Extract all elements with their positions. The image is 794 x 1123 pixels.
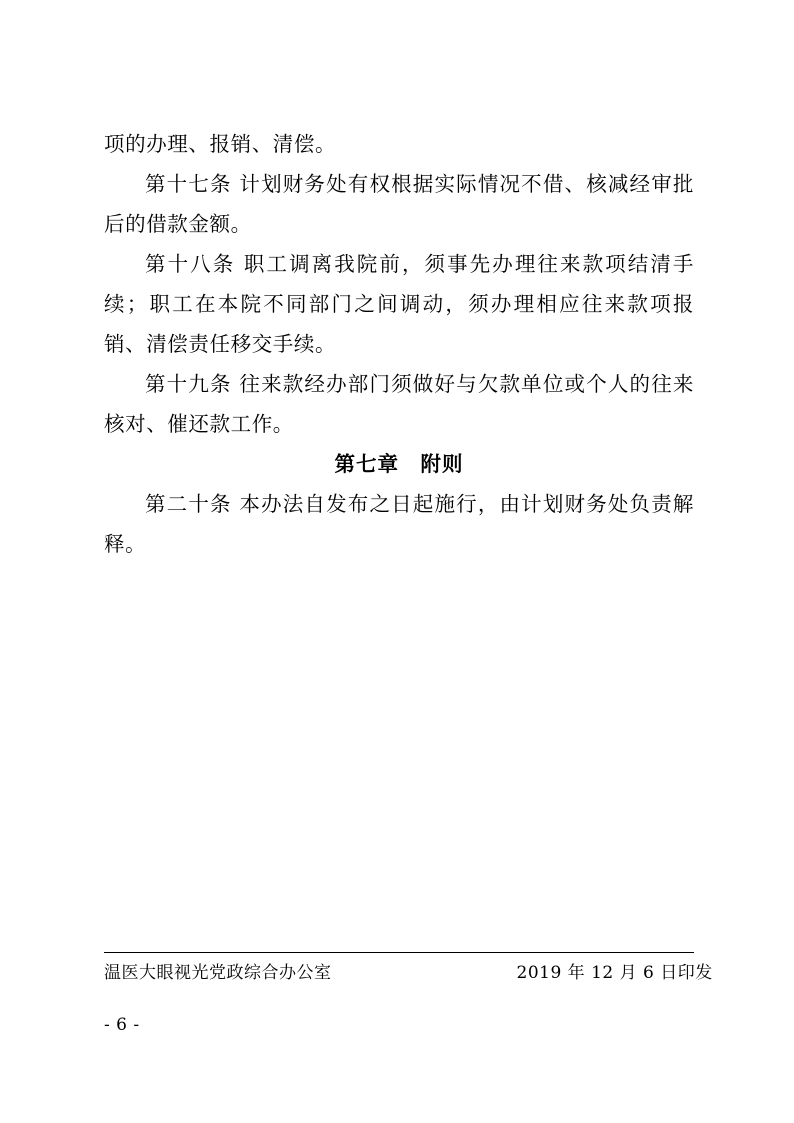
footer-issuer: 温医大眼视光党政综合办公室 (104, 963, 332, 983)
page-footer (104, 958, 713, 983)
footer-date: 2019 年 12 月 6 日印发 (516, 963, 713, 983)
paragraph-article-17: 第十七条 计划财务处有权根据实际情况不借、核减经审批后的借款金额。 (104, 172, 694, 236)
footer-divider (104, 952, 694, 953)
chapter-heading: 第七章 附则 (334, 452, 464, 476)
paragraph-article-19: 第十九条 往来款经办部门须做好与欠款单位或个人的往来核对、催还款工作。 (104, 372, 694, 436)
paragraph-continued: 项的办理、报销、清偿。 (104, 132, 337, 156)
page-number: - 6 - (104, 1015, 140, 1035)
document-body (104, 124, 694, 564)
paragraph-article-20: 第二十条 本办法自发布之日起施行，由计划财务处负责解释。 (104, 492, 694, 556)
paragraph-article-18: 第十八条 职工调离我院前，须事先办理往来款项结清手续；职工在本院不同部门之间调动，须办理相应往来款项报销、清偿责任移交手续。 (104, 252, 694, 356)
